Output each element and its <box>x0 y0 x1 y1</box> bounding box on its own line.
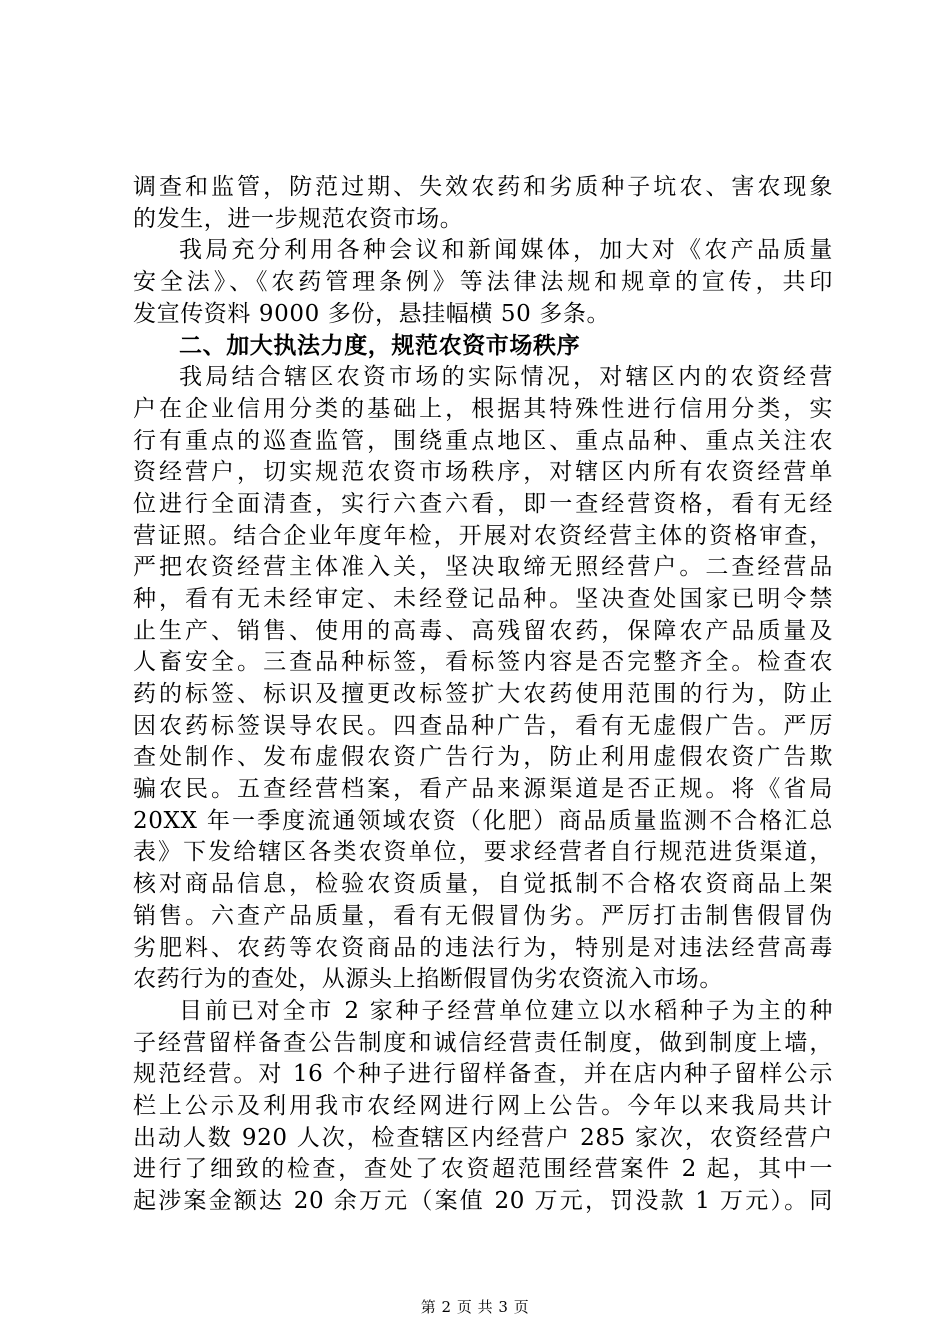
text-line: 发宣传资料 9000 多份，悬挂幅横 50 多条。 <box>133 300 611 327</box>
text-line: 子经营留样备查公告制度和诚信经营责任制度，做到制度上墙， <box>133 1029 833 1056</box>
text-line: 农药行为的查处，从源头上掐断假冒伪劣农资流入市场。 <box>133 966 723 993</box>
text-line: 20XX 年一季度流通领域农资（化肥）商品质量监测不合格汇总 <box>133 807 833 834</box>
page-footer: 第 2 页 共 3 页 <box>420 1298 530 1316</box>
text-line: 出动人数 920 人次，检查辖区内经营户 285 家次，农资经营户 <box>133 1124 833 1151</box>
text-line: 行有重点的巡查监管，围绕重点地区、重点品种、重点关注农 <box>133 427 833 454</box>
text-line: 规范经营。对 16 个种子进行留样备查，并在店内种子留样公示 <box>133 1061 833 1088</box>
text-line: 查处制作、发布虚假农资广告行为，防止利用虚假农资广告欺 <box>133 744 833 771</box>
text-line: 栏上公示及利用我市农经网进行网上公告。今年以来我局共计 <box>133 1092 833 1119</box>
text-line: 表》下发给辖区各类农资单位，要求经营者自行规范进货渠道， <box>133 839 833 866</box>
text-line: 我局充分利用各种会议和新闻媒体，加大对《农产品质量 <box>179 237 833 264</box>
text-line: 骗农民。五查经营档案，看产品来源渠道是否正规。将《省局 <box>133 776 833 803</box>
text-line: 种，看有无未经审定、未经登记品种。坚决查处国家已明令禁 <box>133 585 833 612</box>
text-line: 药的标签、标识及擅更改标签扩大农药使用范围的行为，防止 <box>133 681 833 707</box>
text-line: 我局结合辖区农资市场的实际情况，对辖区内的农资经营 <box>179 364 833 391</box>
text-line: 人畜安全。三查品种标签，看标签内容是否完整齐全。检查农 <box>133 649 833 676</box>
text-line: 营证照。结合企业年度年检，开展对农资经营主体的资格审查， <box>133 522 833 549</box>
text-line: 因农药标签误导农民。四查品种广告，看有无虚假广告。严厉 <box>133 712 833 739</box>
document-body <box>133 172 833 1218</box>
text-line: 严把农资经营主体准入关，坚决取缔无照经营户。二查经营品 <box>133 554 833 581</box>
text-line: 核对商品信息，检验农资质量，自觉抵制不合格农资商品上架 <box>133 871 833 898</box>
text-line: 调查和监管，防范过期、失效农药和劣质种子坑农、害农现象 <box>133 174 833 200</box>
text-line: 起涉案金额达 20 余万元（案值 20 万元，罚没款 1 万元）。同 <box>133 1188 833 1214</box>
text-line: 劣肥料、农药等农资商品的违法行为，特别是对违法经营高毒 <box>133 934 833 961</box>
text-line: 资经营户，切实规范农资市场秩序，对辖区内所有农资经营单 <box>133 459 833 486</box>
text-line: 安全法》、《农药管理条例》等法律法规和规章的宣传，共印 <box>133 269 833 296</box>
text-line: 目前已对全市 2 家种子经营单位建立以水稻种子为主的种 <box>179 997 833 1024</box>
section-heading: 二、加大执法力度，规范农资市场秩序 <box>179 332 581 360</box>
text-line: 位进行全面清查，实行六查六看，即一查经营资格，看有无经 <box>133 490 833 517</box>
text-line: 止生产、销售、使用的高毒、高残留农药，保障农产品质量及 <box>133 617 833 644</box>
text-line: 的发生，进一步规范农资市场。 <box>133 205 464 232</box>
text-line: 进行了细致的检查，查处了农资超范围经营案件 2 起，其中一 <box>133 1156 833 1183</box>
text-line: 户在企业信用分类的基础上，根据其特殊性进行信用分类，实 <box>133 395 833 422</box>
text-line: 销售。六查产品质量，看有无假冒伪劣。严厉打击制售假冒伪 <box>133 902 833 929</box>
